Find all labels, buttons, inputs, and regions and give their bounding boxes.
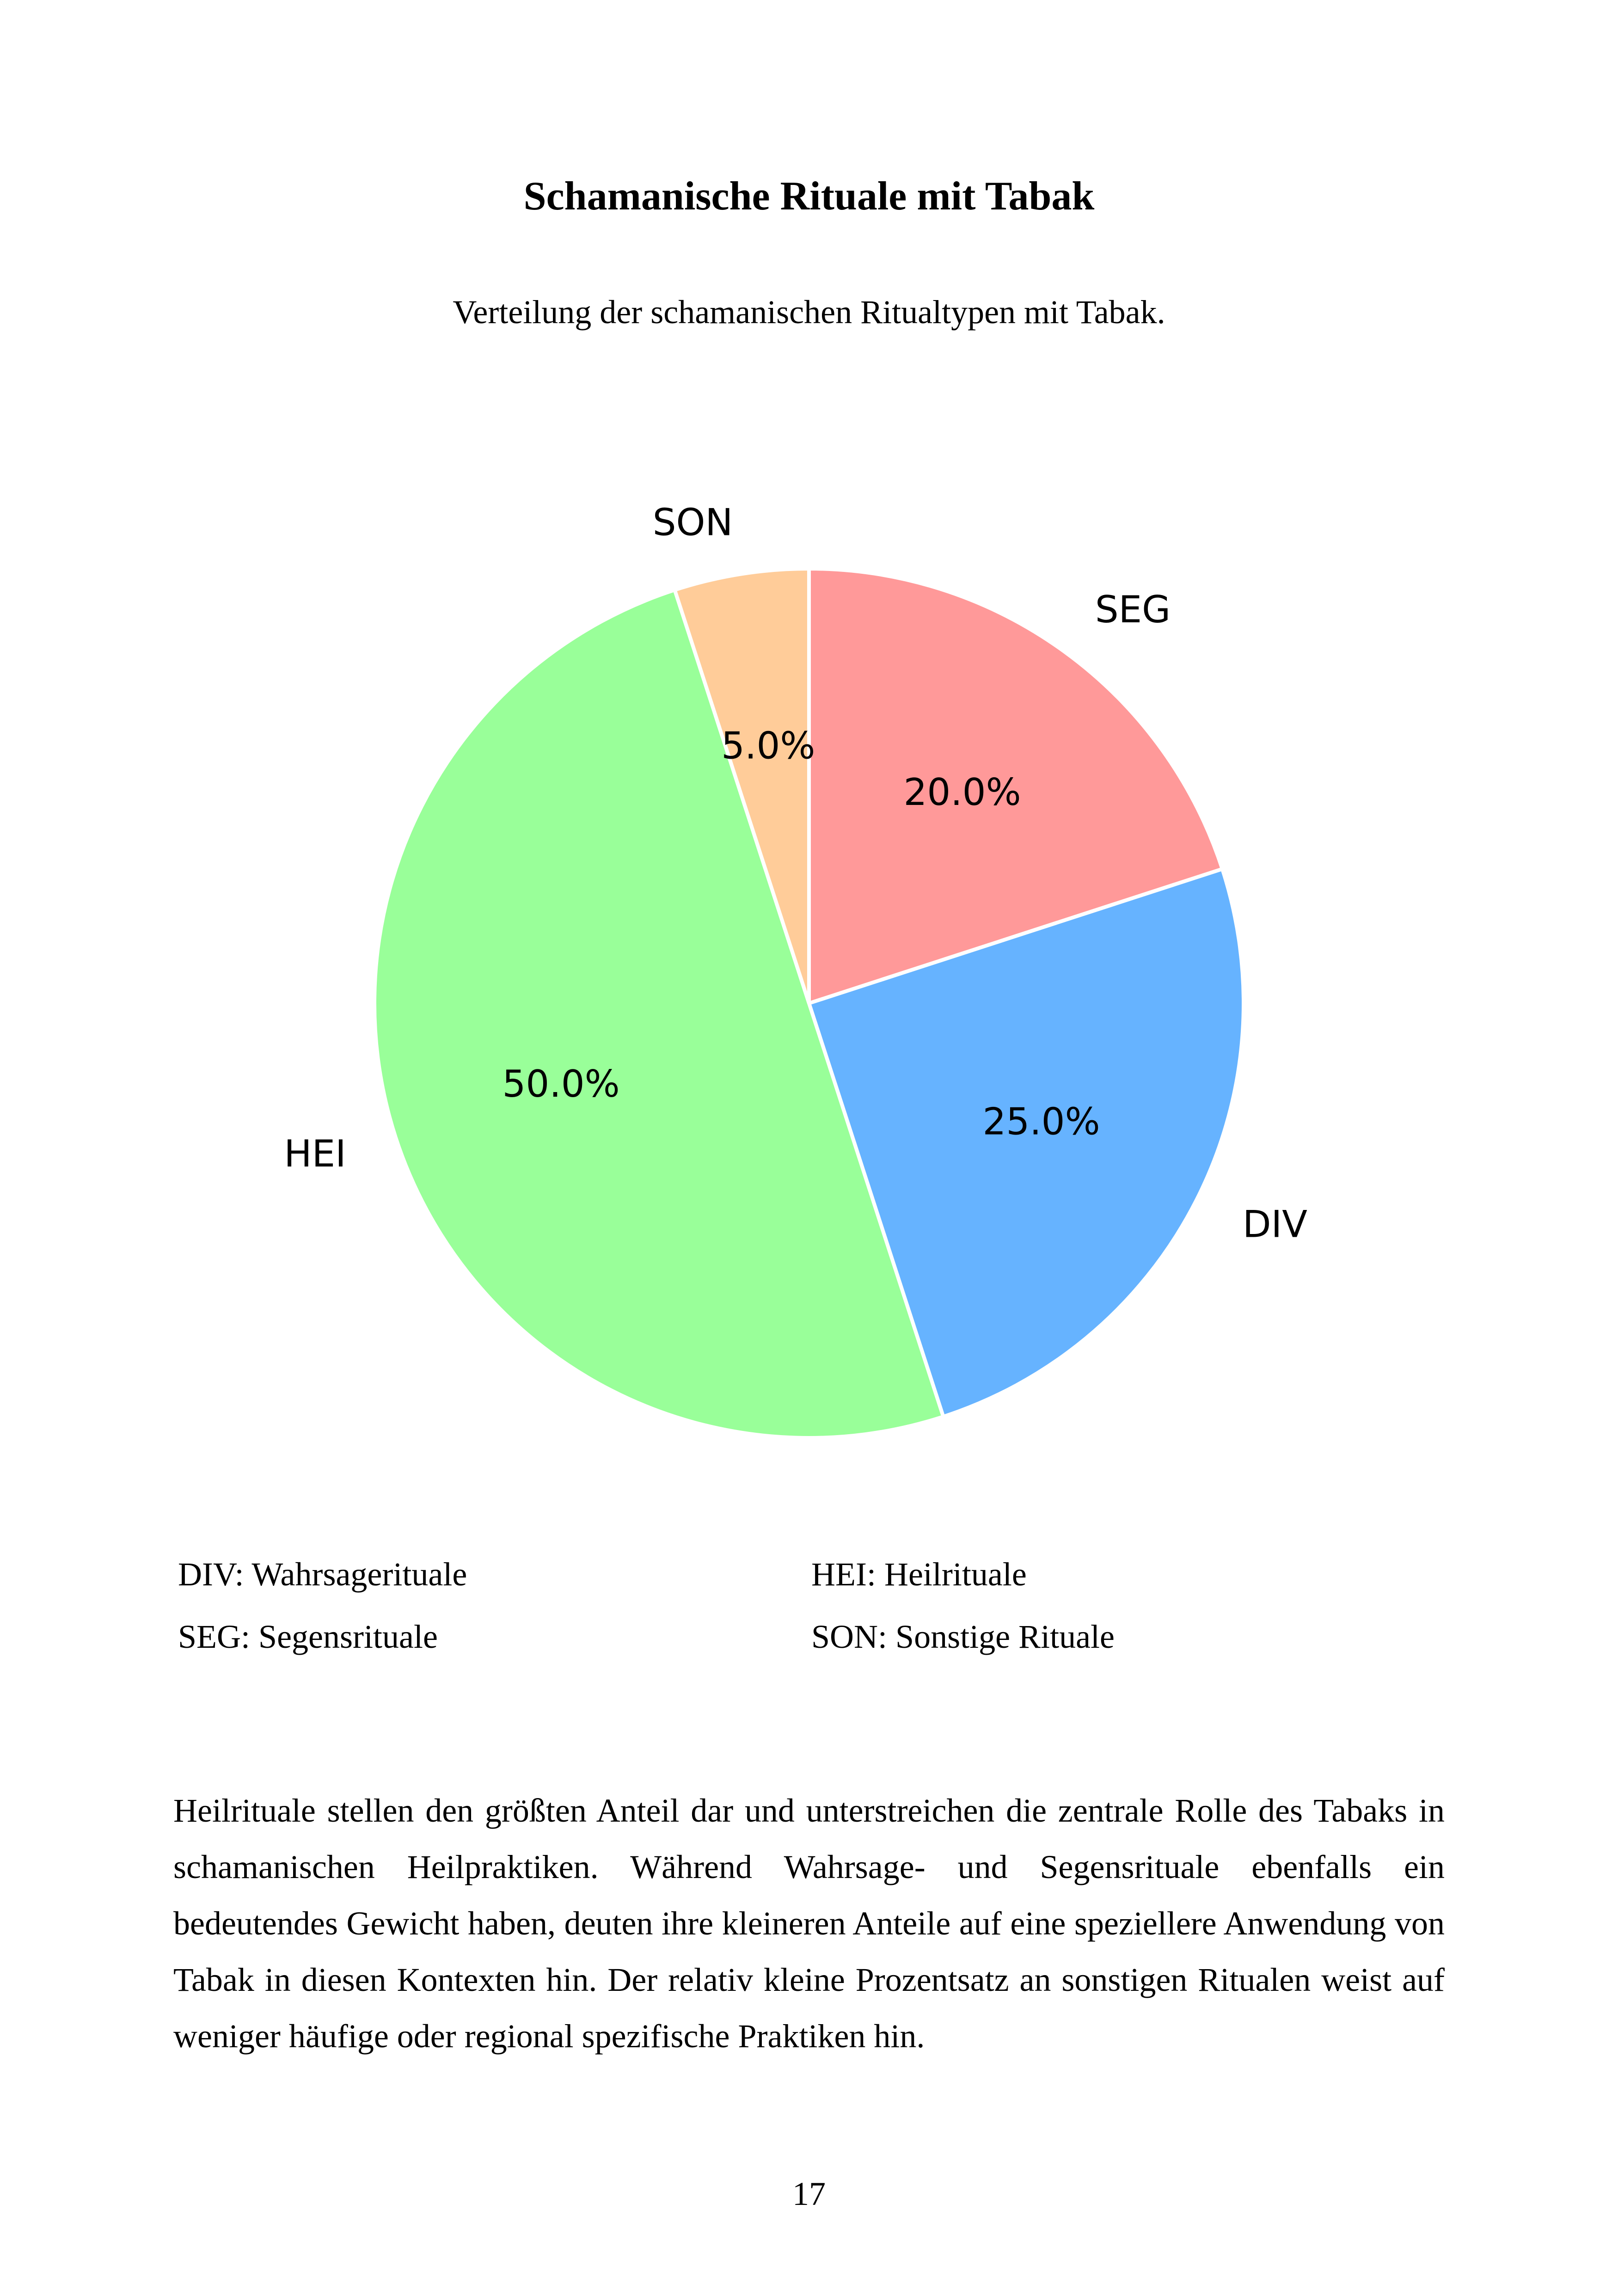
legend-item-seg: SEG: Segensrituale — [178, 1618, 438, 1655]
pie-percent-label-son: 5.0% — [721, 724, 815, 767]
page-number: 17 — [792, 2175, 826, 2212]
pie-slices — [374, 569, 1244, 1438]
body-paragraph: Heilrituale stellen den größten Anteil dar und unterstreichen die zentrale Rolle des Tabaks in schamanischen Heilpraktiken. Während Wahrsage- und Segensrituale ebenfalls ein bedeutendes Gewicht haben, deuten ihre kleineren Anteile auf eine speziellere Anwendung von Tabak in diesen Kontexten hin. Der relativ kleine Prozentsatz an sonstigen Ritualen weist auf weniger häufige oder regional spezifische Praktiken hin. — [173, 1792, 1445, 2055]
pie-percent-label-hei: 50.0% — [502, 1062, 620, 1105]
pie-category-label-son: SON — [652, 501, 733, 544]
pie-category-label-hei: HEI — [284, 1132, 346, 1175]
chart-caption: Verteilung der schamanischen Ritualtypen mit Tabak. — [453, 294, 1165, 331]
legend-item-hei: HEI: Heilrituale — [811, 1556, 1027, 1593]
page-title: Schamanische Rituale mit Tabak — [523, 174, 1095, 219]
pie-percent-label-div: 25.0% — [982, 1100, 1100, 1143]
pie-percent-label-seg: 20.0% — [903, 771, 1021, 814]
legend-item-son: SON: Sonstige Rituale — [811, 1618, 1115, 1655]
pie-category-label-seg: SEG — [1095, 588, 1171, 631]
pie-chart — [0, 462, 1618, 1526]
legend-item-div: DIV: Wahrsagerituale — [178, 1556, 467, 1593]
pie-category-label-div: DIV — [1243, 1203, 1307, 1246]
